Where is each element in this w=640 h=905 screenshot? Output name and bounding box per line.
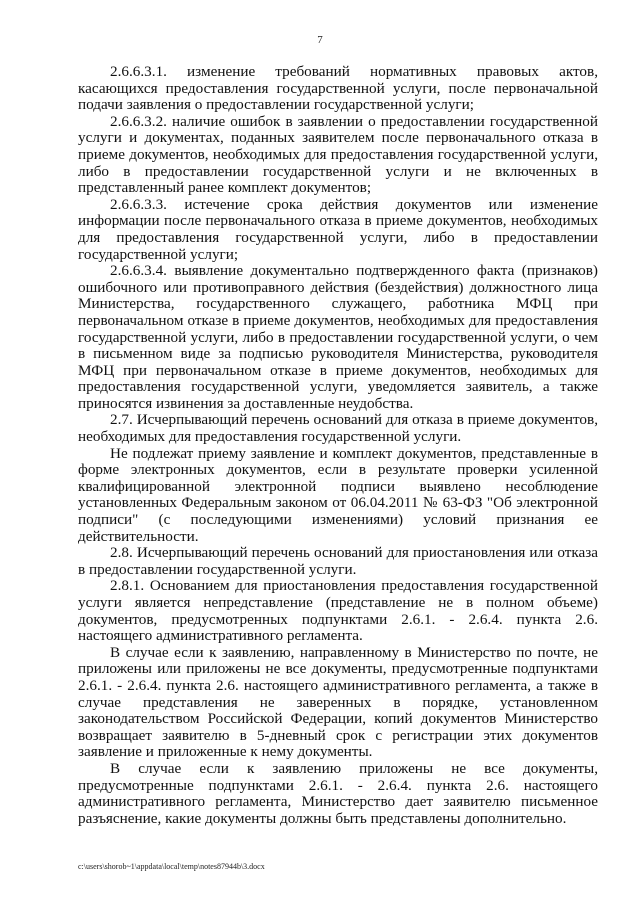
paragraph-mail-case: В случае если к заявлению, направленному в Министерство по почте, не приложены или приложены не все документы, предусмотренные подпунктами 2.6.1. - 2.6.4. пункта 2.6. настоящего административного регламента, а также в случае представления не заверенных в порядке, установленном законодательством Российской Федерации, копий документов Министерство возвращает заявителю в 5-дневный срок с регистрации этих документов заявление и приложенные к нему документы. <box>78 643 598 761</box>
page-number: 7 <box>317 34 323 46</box>
paragraph-2-6-6-3-3: 2.6.6.3.3. истечение срока действия документов или изменение информации после первоначального отказа в приеме документов, необходимых для предоставления государственной услуги, либо в предоставлении государственной услуги; <box>78 195 598 263</box>
paragraph-2-8: 2.8. Исчерпывающий перечень оснований для приостановления или отказа в предоставлении государственной услуги. <box>78 544 598 578</box>
paragraph-incomplete-documents: В случае если к заявлению приложены не все документы, предусмотренные подпунктами 2.6.1. - 2.6.4. пункта 2.6. настоящего административного регламента, Министерство дает заявителю письменное разъяснение, какие документы должны быть представлены дополнительно. <box>78 759 598 827</box>
paragraph-2-6-6-3-2: 2.6.6.3.2. наличие ошибок в заявлении о предоставлении государственной услуги и документах, поданных заявителем после первоначального отказа в приеме документов, необходимых для предоставления государственной услуги, либо в предоставлении государственной услуги и не включенных в представленный ранее комплект документов; <box>78 112 598 197</box>
paragraph-2-6-6-3-4: 2.6.6.3.4. выявление документально подтвержденного факта (признаков) ошибочного или противоправного действия (бездействия) должностного лица Министерства, государственного служащего, работника МФЦ при первоначальном отказе в приеме документов, необходимых для предоставления государственной услуги, либо в предоставлении государственной услуги, о чем в письменном виде за подписью руководителя Министерства, руководителя МФЦ при первоначальном отказе в приеме документов, необходимых для предоставления государственной услуги, уведомляется заявитель, а также приносятся извинения за доставленные неудобства. <box>78 262 598 412</box>
paragraph-2-6-6-3-1: 2.6.6.3.1. изменение требований нормативных правовых актов, касающихся предоставления государственной услуги, после первоначальной подачи заявления о предоставлении государственной услуги; <box>78 63 598 114</box>
file-path-footer: c:\users\shorob~1\appdata\local\temp\notes87944b\3.docx <box>78 862 265 871</box>
paragraph-2-8-1: 2.8.1. Основанием для приостановления предоставления государственной услуги является непредставление (представление не в полном объеме) документов, предусмотренных подпунктами 2.6.1. - 2.6.4. пункта 2.6. настоящего административного регламента. <box>78 577 598 645</box>
paragraph-2-7: 2.7. Исчерпывающий перечень оснований для отказа в приеме документов, необходимых для предоставления государственной услуги. <box>78 411 598 446</box>
document-body <box>78 64 598 827</box>
paragraph-electronic-documents: Не подлежат приему заявление и комплект документов, представленные в форме электронных документов, если в результате проверки усиленной квалифицированной электронной подписи выявлено несоблюдение установленных Федеральным законом от 06.04.2011 № 63-ФЗ "Об электронной подписи" (с последующими изменениями) условий признания ее действительности. <box>78 444 598 545</box>
